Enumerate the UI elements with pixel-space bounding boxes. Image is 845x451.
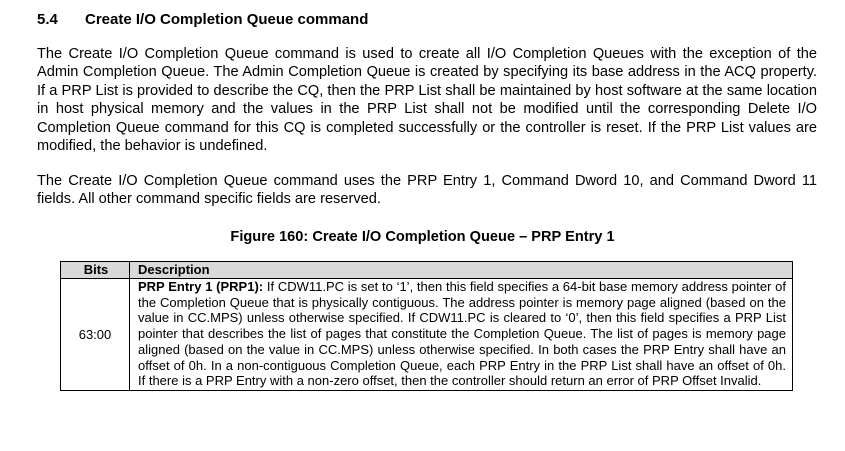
section-heading	[37, 11, 368, 28]
description-cell	[130, 279, 793, 391]
section-title: Create I/O Completion Queue command	[85, 11, 369, 28]
field-name: PRP Entry 1 (PRP1):	[138, 279, 264, 294]
table-row	[61, 279, 793, 391]
table-header-row	[61, 262, 793, 279]
section-number: 5.4	[37, 11, 58, 28]
column-header-bits: Bits	[61, 262, 130, 279]
column-header-description: Description	[130, 262, 793, 279]
fields-paragraph: The Create I/O Completion Queue command uses the PRP Entry 1, Command Dword 10, and Command Dword 11 fields. All other command specific fields are reserved.	[37, 173, 817, 208]
bits-cell: 63:00	[61, 279, 130, 391]
intro-paragraph: The Create I/O Completion Queue command is used to create all I/O Completion Queues with the exception of the Admin Completion Queue. The Admin Completion Queue is created by specifying its base address in the ACQ property. If a PRP List is provided to describe the CQ, then the PRP List shall be maintained by host software at the same location in host physical memory and the values in the PRP List shall not be modified until the corresponding Delete I/O Completion Queue command for this CQ is completed successfully or the controller is reset. If the PRP List values are modified, the behavior is undefined.	[37, 46, 817, 155]
figure-caption: Figure 160: Create I/O Completion Queue – PRP Entry 1	[230, 229, 615, 245]
field-description: If CDW11.PC is set to ‘1’, then this field specifies a 64-bit base memory address pointer of the Completion Queue that is physically contiguous. The address pointer is memory page aligned (based on the value in CC.MPS) unless otherwise specified. If CDW11.PC is cleared to ‘0’, then this field specifies a PRP List pointer that describes the list of pages that constitute the Completion Queue. The list of pages is memory page aligned (based on the value in CC.MPS) unless otherwise specified. In both cases the PRP Entry shall have an offset of 0h. In a non-contiguous Completion Queue, each PRP Entry in the PRP List shall have an offset of 0h. If there is a PRP Entry with a non-zero offset, then the controller should return an error of PRP Offset Invalid.	[138, 279, 786, 389]
prp-entry-table	[60, 261, 793, 391]
